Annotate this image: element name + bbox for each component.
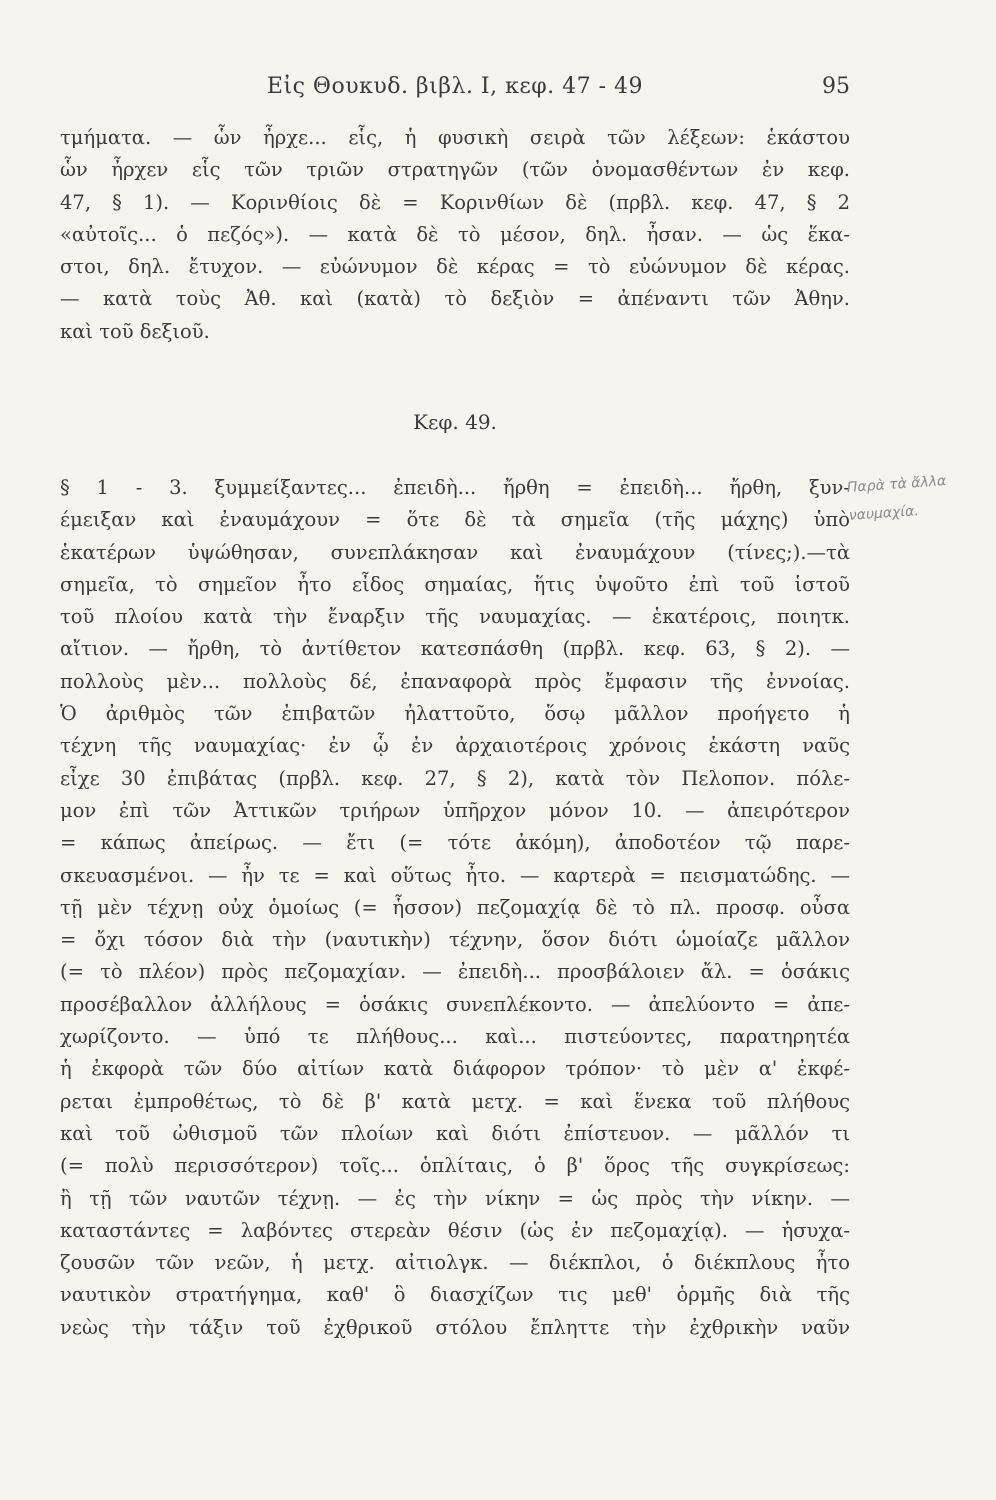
text-line: καὶ τοῦ δεξιοῦ. [60,319,210,343]
text-line: ζουσῶν τῶν νεῶν, ἡ μετχ. αἰτιολγκ. — διέκπλοι, ὁ διέκπλους ἦτο [60,1251,850,1275]
text-line: ἢ τῇ τῶν ναυτῶν τέχνῃ. — ἐς τὴν νίκην = ὡς πρὸς τὴν νίκην. — [60,1186,850,1210]
text-line: = ὄχι τόσον διὰ τὴν (ναυτικὴν) τέχνην, ὅσον διότι ὡμοίαζε μᾶλλον [60,928,850,952]
chapter-heading: Κεφ. 49. [413,410,497,434]
text-line: τοῦ πλοίου κατὰ τὴν ἔναρξιν τῆς ναυμαχίας. — ἑκατέροις, ποιητκ. [60,605,850,629]
margin-note-line: Παρὰ τὰ ἄλλα [846,473,947,496]
page-number: 95 [822,74,850,99]
commentary-block-ch48 [60,122,850,348]
text-line: (= πολὺ περισσότερον) τοῖς... ὁπλίταις, ὁ β' ὅρος τῆς συγκρίσεως: [60,1154,850,1178]
text-line: ἡ ἐκφορὰ τῶν δύο αἰτίων κατὰ διάφορον τρόπον· τὸ μὲν α' ἐκφέ- [60,1057,850,1081]
text-line: εἶχε 30 ἐπιβάτας (πρβλ. κεφ. 27, § 2), κατὰ τὸν Πελοπον. πόλε- [60,766,850,790]
text-line: πολλοὺς μὲν... πολλοὺς δέ, ἐπαναφορὰ πρὸς ἔμφασιν τῆς ἐννοίας. [60,669,850,693]
handwritten-margin-note [846,464,996,530]
text-line: σημεῖα, τὸ σημεῖον ἦτο εἶδος σημαίας, ἥτις ὑψοῦτο ἐπὶ τοῦ ἱστοῦ [60,572,850,596]
commentary-block-ch49 [60,472,850,1344]
text-line: Ὁ ἀριθμὸς τῶν ἐπιβατῶν ἠλαττοῦτο, ὅσῳ μᾶλλον προήγετο ἡ [60,702,850,726]
text-line: ρεται ἐμπροθέτως, τὸ δὲ β' κατὰ μετχ. = καὶ ἕνεκα τοῦ πλήθους [60,1089,850,1113]
text-line: ναυτικὸν στρατήγημα, καθ' ὃ διασχίζων τις μεθ' ὁρμῆς διὰ τῆς [60,1283,850,1307]
text-line: (= τὸ πλέον) πρὸς πεζομαχίαν. — ἐπειδὴ... προσβάλοιεν ἄλ. = ὁσάκις [60,960,850,984]
text-line: § 1 - 3. ξυμμείξαντες... ἐπειδὴ... ἤρθη = ἐπειδὴ... ἤρθη, ξυν- [60,476,850,499]
text-line: 47, § 1). — Κορινθίοις δὲ = Κορινθίων δὲ (πρβλ. κεφ. 47, § 2 [60,190,850,214]
running-title: Εἰς Θουκυδ. βιβλ. Ι, κεφ. 47 - 49 [266,74,644,99]
text-line: σκευασμένοι. — ἦν τε = καὶ οὕτως ἦτο. — καρτερὰ = πεισματώδης. — [60,863,850,887]
text-line: — κατὰ τοὺς Ἀθ. καὶ (κατὰ) τὸ δεξιὸν = ἀπέναντι τῶν Ἀθην. [60,287,850,311]
text-line: = κάπως ἀπείρως. — ἔτι (= τότε ἀκόμη), ἀποδοτέον τῷ παρε- [60,831,850,855]
text-line: «αὐτοῖς... ὁ πεζός»). — κατὰ δὲ τὸ μέσον, δηλ. ἦσαν. — ὡς ἕκα- [60,222,850,246]
text-line: καὶ τοῦ ὠθισμοῦ τῶν πλοίων καὶ διότι ἐπίστευον. — μᾶλλόν τι [60,1121,850,1145]
text-line: έμειξαν καὶ ἐναυμάχουν = ὅτε δὲ τὰ σημεῖα (τῆς μάχης) ὑπὸ [60,508,850,532]
text-line: αἴτιον. — ἤρθη, τὸ ἀντίθετον κατεσπάσθη (πρβλ. κεφ. 63, § 2). — [60,637,850,661]
text-line: μον ἐπὶ τῶν Ἀττικῶν τριήρων ὑπῆρχον μόνον 10. — ἀπειρότερον [60,798,850,822]
text-line: τῇ μὲν τέχνῃ οὐχ ὁμοίως (= ἧσσον) πεζομαχίᾳ δὲ τὸ πλ. προσφ. οὖσα [60,895,850,919]
text-line: τμήματα. — ὧν ἦρχε... εἷς, ἡ φυσικὴ σειρὰ τῶν λέξεων: ἑκάστου [60,126,850,149]
text-line: καταστάντες = λαβόντες στερεὰν θέσιν (ὡς ἐν πεζομαχίᾳ). — ἡσυχα- [60,1218,850,1242]
text-line: προσέβαλλον ἀλλήλους = ὁσάκις συνεπλέκοντο. — ἀπελύοντο = ἀπε- [60,992,850,1016]
text-line: στοι, δηλ. ἔτυχον. — εὐώνυμον δὲ κέρας = τὸ εὐώνυμον δὲ κέρας. [60,255,850,279]
text-line: ὧν ἦρχεν εἷς τῶν τριῶν στρατηγῶν (τῶν ὀνομασθέντων ἐν κεφ. [60,158,850,182]
margin-note-line: ναυμαχία. [848,503,920,524]
text-line: χωρίζοντο. — ὑπό τε πλήθους... καὶ... πιστεύοντες, παρατηρητέα [60,1025,850,1049]
text-line: τέχνη τῆς ναυμαχίας· ἐν ᾧ ἐν ἀρχαιοτέροις χρόνοις ἑκάστη ναῦς [60,734,850,758]
text-line: ἑκατέρων ὑψώθησαν, συνεπλάκησαν καὶ ἐναυμάχουν (τίνες;).—τὰ [60,540,850,564]
running-header [60,74,850,106]
text-line: νεὼς τὴν τάξιν τοῦ ἐχθρικοῦ στόλου ἔπληττε τὴν ἐχθρικὴν ναῦν [60,1315,850,1339]
